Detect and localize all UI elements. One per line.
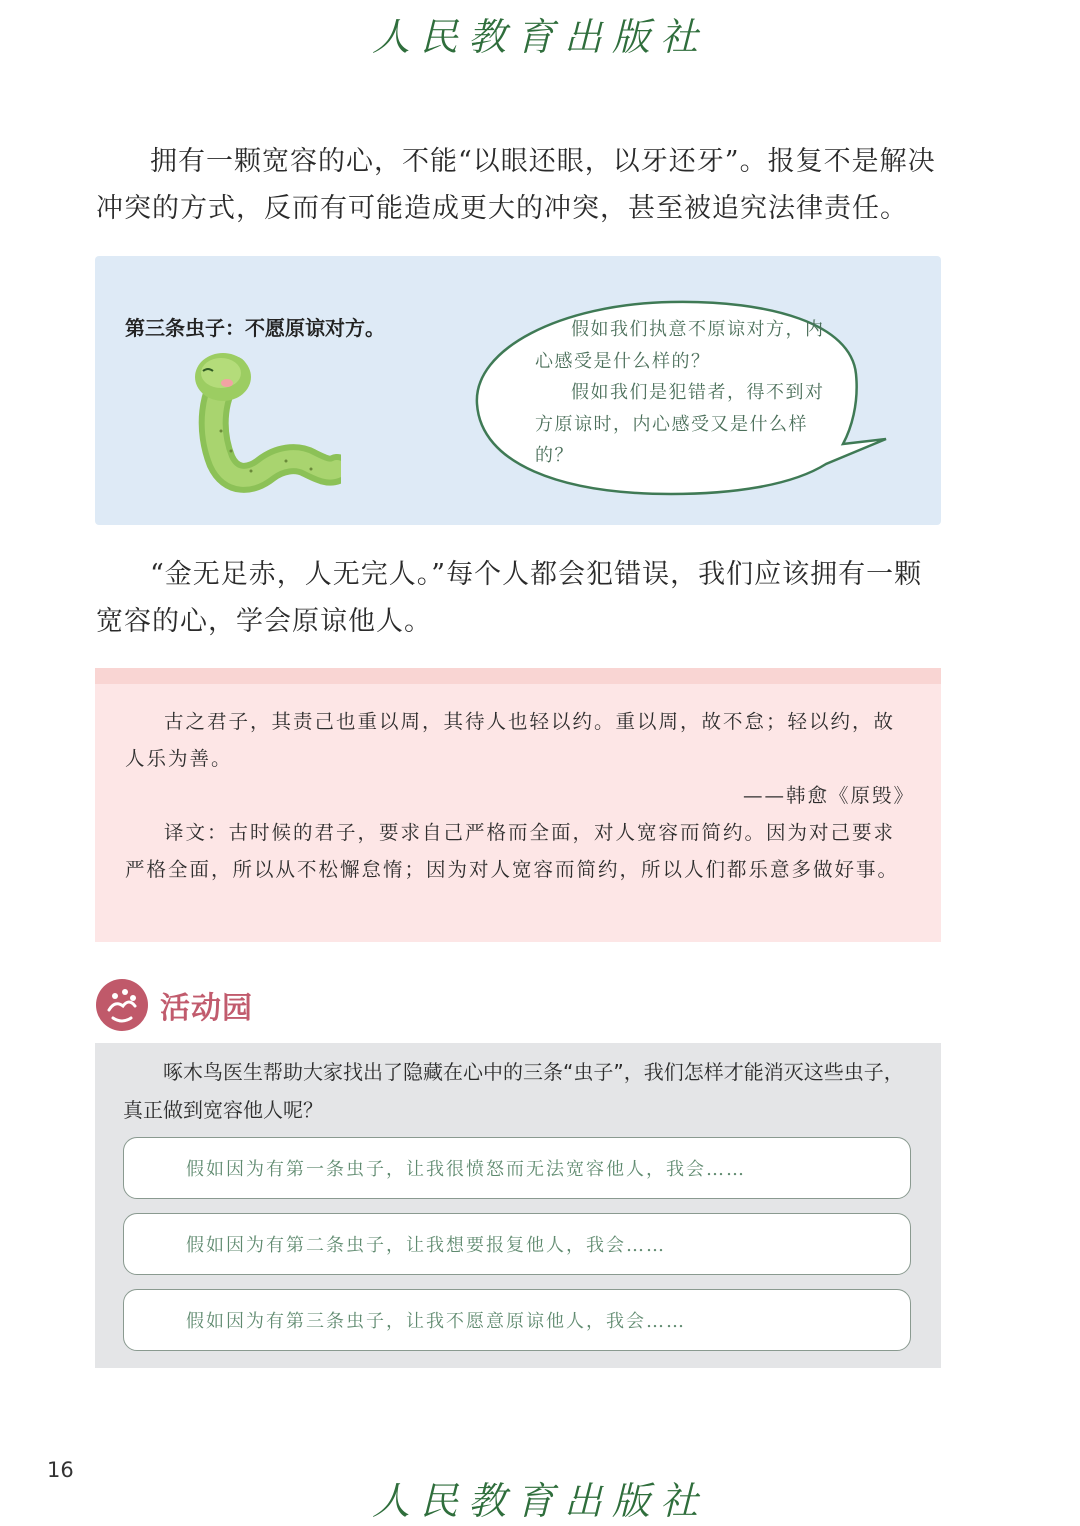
classic-source: ——韩愈《原毁》 [742, 784, 915, 807]
bubble-question-2: 假如我们是犯错者，得不到对方原谅时，内心感受又是什么样的？ [535, 382, 825, 466]
classic-box-strip [95, 668, 941, 684]
answer-field-3[interactable] [123, 1289, 911, 1351]
answer-prompt-2: 假如因为有第二条虫子，让我想要报复他人，我会…… [186, 1235, 666, 1256]
page-number: 16 [47, 1458, 74, 1482]
classic-quote-box [95, 668, 941, 942]
activity-box [95, 1043, 941, 1368]
activity-hand-icon [95, 978, 149, 1032]
classic-quote-wrap [125, 703, 915, 888]
bubble-question-1: 假如我们执意不原谅对方，内心感受是什么样的？ [535, 319, 825, 372]
answer-field-1[interactable] [123, 1137, 911, 1199]
activity-title: 活动园 [160, 991, 253, 1026]
answer-prompt-1: 假如因为有第一条虫子，让我很愤怒而无法宽容他人，我会…… [186, 1159, 746, 1180]
answer-prompt-3: 假如因为有第三条虫子，让我不愿意原谅他人，我会…… [186, 1311, 686, 1332]
publisher-logo-top: 人民教育出版社 [371, 15, 708, 59]
worm-illustration [191, 351, 341, 496]
publisher-logo-bottom: 人民教育出版社 [371, 1479, 708, 1523]
third-bug-box [95, 256, 941, 525]
third-bug-title: 第三条虫子：不愿原谅对方。 [125, 316, 385, 340]
paragraph-retaliation: 拥有一颗宽容的心，不能“以眼还眼，以牙还牙”。报复不是解决冲突的方式，反而有可能造成更大的冲突，甚至被追究法律责任。 [96, 146, 936, 224]
paragraph-forgiveness: “金无足赤，人无完人。”每个人都会犯错误，我们应该拥有一颗宽容的心，学会原谅他人。 [96, 559, 923, 637]
classic-translation: 译文：古时候的君子，要求自己严格而全面，对人宽容而简约。因为对己要求严格全面，所以从不松懈怠惰；因为对人宽容而简约，所以人们都乐意多做好事。 [125, 821, 900, 881]
activity-intro: 啄木鸟医生帮助大家找出了隐藏在心中的三条“虫子”，我们怎样才能消灭这些虫子，真正做到宽容他人呢？ [123, 1060, 904, 1122]
bubble-questions [535, 314, 825, 472]
answer-field-2[interactable] [123, 1213, 911, 1275]
classic-quote: 古之君子，其责己也重以周，其待人也轻以约。重以周，故不怠；轻以约，故人乐为善。 [125, 710, 896, 770]
